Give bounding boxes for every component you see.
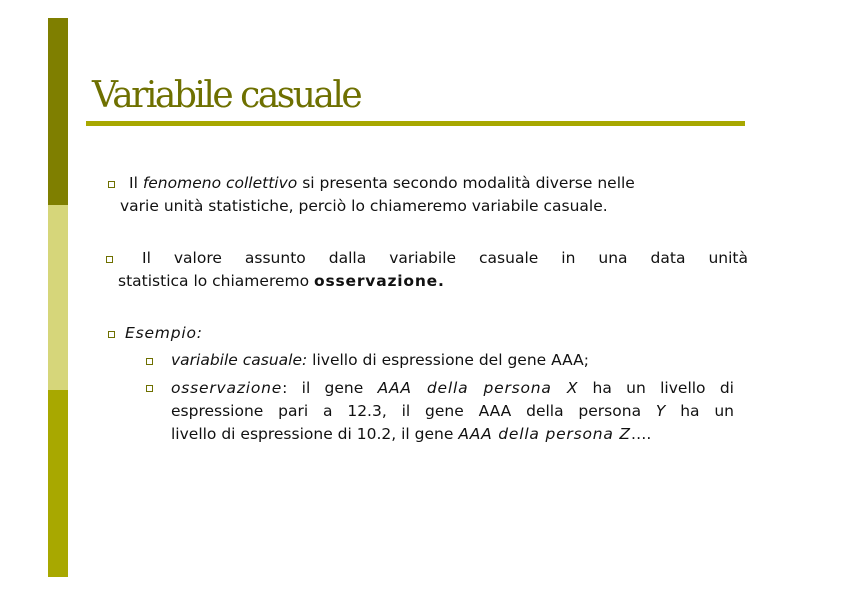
sub-bullet-2-text: osservazione: il gene AAA della persona X ha un livello di espressione pari a 12.3, il gene AAA della persona Y ha un livello di espressione di 10.2, il gene AAA della persona Z…. [171,379,735,443]
side-bar-top [48,18,68,205]
slide-title: Variabile casuale [92,75,361,116]
side-bar-bottom [48,390,68,577]
hollow-square-bullet-icon [106,256,113,263]
bullet-1-text: Il fenomeno collettivo si presenta secondo modalità diverse nelle varie unità statistiche, perciò lo chiameremo variabile casuale. [120,174,635,215]
hollow-square-bullet-icon [146,358,153,365]
side-bar-middle [48,205,68,390]
hollow-square-bullet-icon [146,385,153,392]
bullet-2-text: Il valore assunto dalla variabile casuale in una data unità statistica lo chiameremo osservazione. [118,249,748,290]
title-underline [86,121,745,126]
bullet-3-label: Esempio: [125,324,203,342]
sub-bullet-1-text: variabile casuale: livello di espressione del gene AAA; [171,351,590,369]
hollow-square-bullet-icon [108,181,115,188]
hollow-square-bullet-icon [108,331,115,338]
